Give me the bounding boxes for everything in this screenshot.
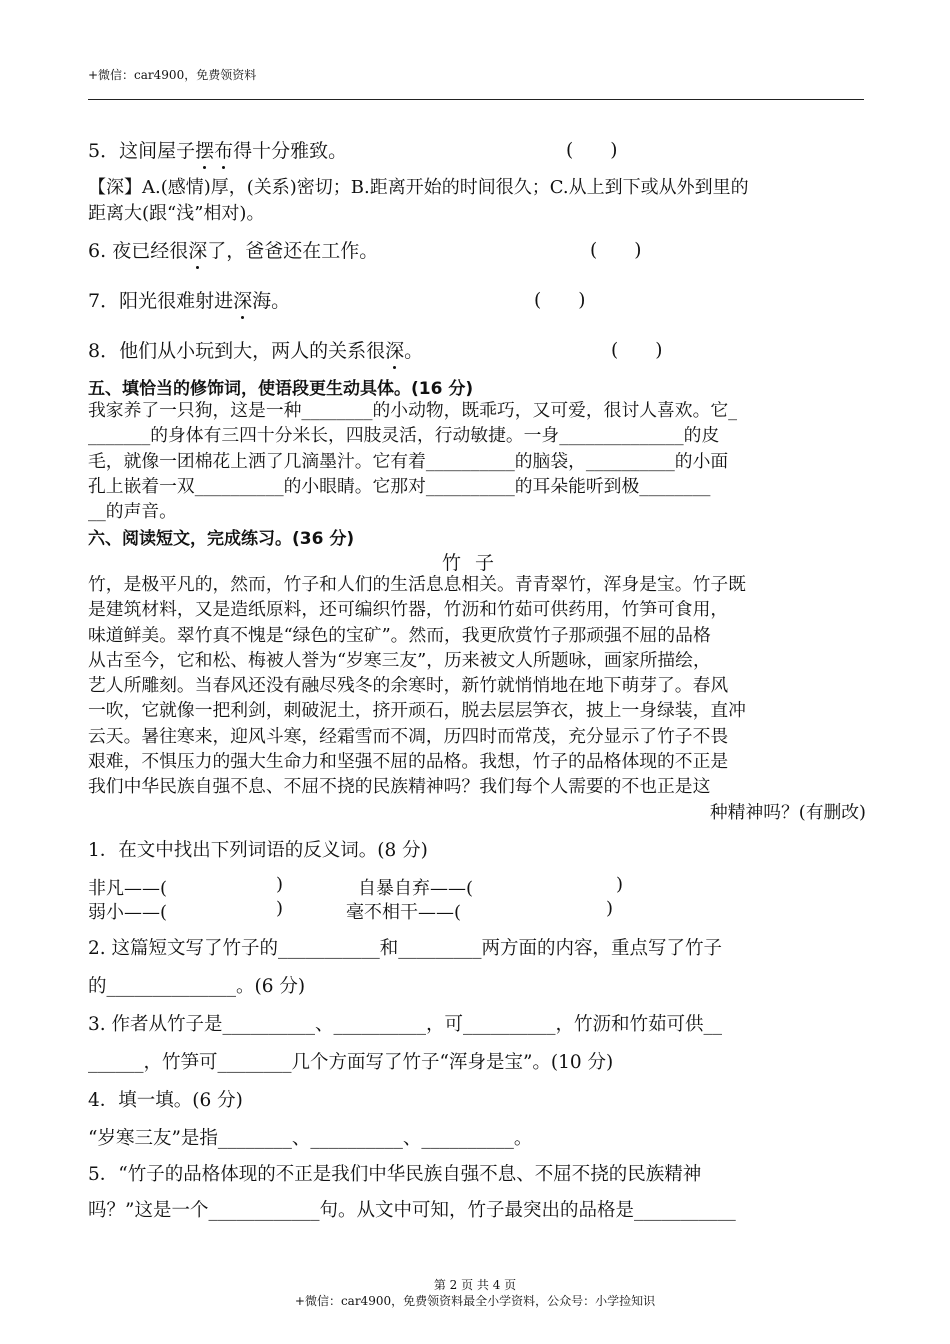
antonym-c-close: ) bbox=[276, 898, 284, 919]
passage-line: 是建筑材料，又是造纸原料，还可编织竹器，竹沥和竹茹可供药用，竹笋可食用， bbox=[88, 599, 729, 621]
passage-line: 我们中华民族自强不息、不屈不挠的民族精神吗？我们每个人需要的不也正是这 bbox=[88, 776, 711, 798]
passage-line-last: 种精神吗？(有删改) bbox=[709, 801, 866, 823]
antonym-b[interactable]: 自暴自弃——( bbox=[358, 878, 474, 899]
header-note: +微信：car4900，免费领资料 bbox=[88, 68, 257, 82]
question-5-deep bbox=[88, 136, 866, 163]
q5-dotted-char-2: 布 bbox=[214, 140, 234, 162]
antonym-a[interactable]: 非凡——( bbox=[88, 878, 168, 899]
reading-q4-line2[interactable]: “岁寒三友”是指________、__________、__________。 bbox=[88, 1128, 533, 1149]
q7-answer-paren[interactable]: ( ) bbox=[534, 290, 586, 311]
section-6-heading: 六、阅读短文，完成练习。(36 分) bbox=[88, 529, 355, 549]
passage-line: 味道鲜美。翠竹真不愧是“绿色的宝矿”。然而，我更欣赏竹子那顽强不屈的品格 bbox=[88, 624, 711, 646]
q6-text-pre: 夜已经很 bbox=[112, 240, 189, 262]
passage-line: 一吹，它就像一把利剑，刺破泥土，挤开顽石，脱去层层笋衣，披上一身绿装，直冲 bbox=[88, 700, 746, 722]
antonym-a-close: ) bbox=[276, 874, 284, 895]
page-number: 第 2 页 共 4 页 bbox=[433, 1278, 517, 1292]
passage-line: 从古至今，它和松、梅被人誉为“岁寒三友”，历来被文人所题咏，画家所描绘， bbox=[88, 649, 711, 671]
reading-q5-line1: 5．“竹子的品格体现的不正是我们中华民族自强不息、不屈不挠的民族精神 bbox=[88, 1164, 702, 1185]
section-5-heading: 五、填恰当的修饰词，使语段更生动具体。(16 分) bbox=[88, 379, 474, 399]
explanation-line-1: 【深】A.(感情)厚，(关系)密切；B.距离开始的时间很久；C.从上到下或从外到里的 bbox=[88, 177, 749, 198]
reading-q2-line1[interactable]: 2. 这篇短文写了竹子的___________和_________两方面的内容，重点写了竹子 bbox=[88, 938, 723, 959]
reading-q3-line1[interactable]: 3. 作者从竹子是__________、__________，可__________，竹沥和竹茹可供__ bbox=[88, 1014, 723, 1035]
q7-dotted-char: 深 bbox=[233, 290, 253, 312]
q8-number: 8． bbox=[88, 340, 120, 362]
explanation bbox=[88, 175, 866, 227]
passage-title: 竹子 bbox=[441, 552, 508, 574]
antonym-c[interactable]: 弱小——( bbox=[88, 902, 168, 923]
fill-line-1[interactable]: 我家养了一只狗，这是一种________的小动物，既乖巧，又可爱，很讨人喜欢。它_ bbox=[88, 400, 738, 421]
q7-number: 7． bbox=[88, 290, 120, 312]
q8-text-pre: 他们从小玩到大，两人的关系很 bbox=[119, 340, 386, 362]
antonym-d[interactable]: 毫不相干——( bbox=[346, 902, 462, 923]
passage-line: 艰难，不惧压力的强大生命力和坚强不屈的品格。我想，竹子的品格体现的不正是 bbox=[88, 751, 729, 773]
passage-line: 云天。暑往寒来，迎风斗寒，经霜雪而不凋，历四时而常茂，充分显示了竹子不畏 bbox=[88, 725, 729, 747]
q8-answer-paren[interactable]: ( ) bbox=[611, 340, 663, 361]
fill-line-5[interactable]: __的声音。 bbox=[88, 501, 177, 523]
q5-text-pre: 这间屋子 bbox=[119, 140, 196, 162]
q5-answer-paren[interactable]: ( ) bbox=[566, 140, 618, 161]
q6-dotted-char: 深 bbox=[188, 240, 208, 262]
q5-number: 5． bbox=[88, 140, 120, 162]
reading-q1: 1．在文中找出下列词语的反义词。(8 分) bbox=[88, 840, 428, 861]
q8-text-post: 。 bbox=[404, 340, 424, 362]
q8-dotted-char: 深 bbox=[385, 340, 405, 362]
question-7 bbox=[88, 286, 866, 313]
reading-q3-line2[interactable]: ______，竹笋可________几个方面写了竹子“浑身是宝”。(10 分) bbox=[88, 1052, 614, 1073]
antonym-b-close: ) bbox=[616, 874, 624, 895]
q6-text-post: 了，爸爸还在工作。 bbox=[207, 240, 379, 262]
footer-note: +微信：car4900，免费领资料最全小学资料，公众号：小学捡知识 bbox=[294, 1294, 656, 1308]
antonym-d-close: ) bbox=[606, 898, 614, 919]
passage-line: 艺人所雕刻。当春风还没有融尽残冬的余寒时，新竹就悄悄地在地下萌芽了。春风 bbox=[88, 675, 729, 697]
header-rule bbox=[88, 99, 864, 100]
explanation-line-2: 距离大(跟“浅”相对)。 bbox=[88, 203, 265, 224]
question-6 bbox=[88, 236, 866, 263]
fill-line-4[interactable]: 孔上嵌着一双__________的小眼睛。它那对__________的耳朵能听到极________ bbox=[88, 475, 711, 497]
q6-number: 6. bbox=[88, 240, 107, 262]
fill-line-2[interactable]: _______的身体有三四十分米长，四肢灵活，行动敏捷。一身______________的皮 bbox=[88, 425, 720, 447]
section-5-paragraph bbox=[88, 398, 866, 524]
reading-q5-line2[interactable]: 吗？”这是一个____________句。从文中可知，竹子最突出的品格是___________ bbox=[88, 1200, 736, 1221]
reading-q2-line2[interactable]: 的______________。(6 分) bbox=[88, 976, 306, 997]
q7-text-post: 海。 bbox=[252, 290, 291, 312]
q5-dotted-char-1: 摆 bbox=[195, 140, 215, 162]
passage-line: 竹，是极平凡的，然而，竹子和人们的生活息息相关。青青翠竹，浑身是宝。竹子既 bbox=[88, 574, 746, 595]
q5-text-post: 得十分雅致。 bbox=[233, 140, 348, 162]
passage bbox=[88, 572, 866, 825]
fill-line-3[interactable]: 毛，就像一团棉花上洒了几滴墨汁。它有着__________的脑袋，__________的小面 bbox=[88, 450, 729, 472]
q6-answer-paren[interactable]: ( ) bbox=[590, 240, 642, 261]
q7-text-pre: 阳光很难射进 bbox=[119, 290, 234, 312]
question-8 bbox=[88, 336, 866, 363]
reading-q4-line1: 4．填一填。(6 分) bbox=[88, 1090, 243, 1111]
